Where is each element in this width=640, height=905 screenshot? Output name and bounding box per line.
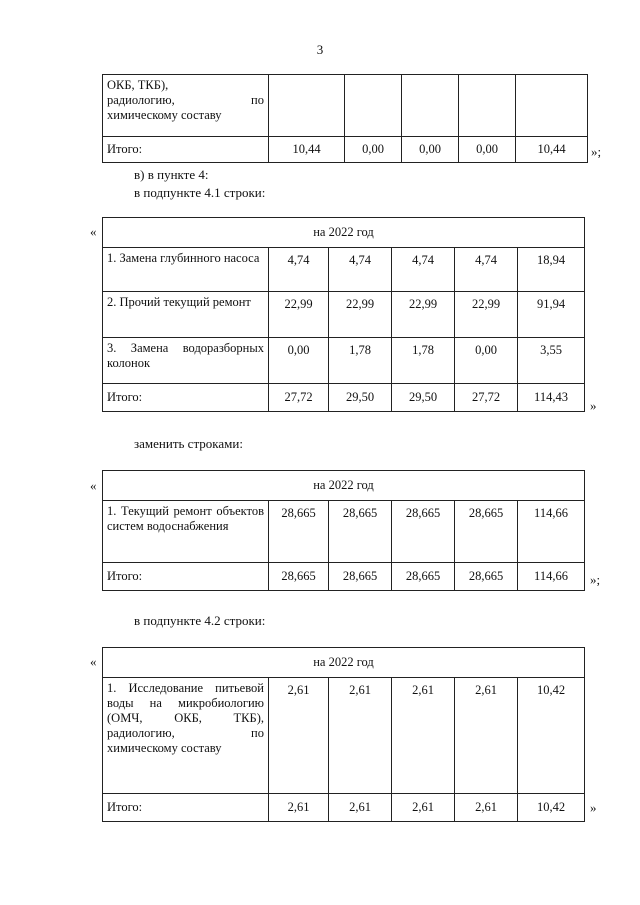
paragraph: в подпункте 4.1 строки: [134, 185, 266, 200]
empty-cell [516, 75, 588, 137]
row-value: 22,99 [392, 292, 455, 338]
table-4-2-old [102, 647, 585, 822]
total-label: Итого: [103, 563, 269, 591]
desc-line [107, 78, 264, 93]
table-4-1-old [102, 217, 585, 412]
row-value: 1,78 [329, 338, 392, 384]
total-value: 114,66 [518, 563, 585, 591]
total-value: 2,61 [269, 794, 329, 822]
desc-line: радиологию, по [107, 93, 264, 107]
row-desc: 2. Прочий текущий ремонт [103, 292, 269, 338]
total-value: 27,72 [455, 384, 518, 412]
row-value: 0,00 [269, 338, 329, 384]
open-quote: « [90, 654, 97, 669]
row-value: 28,665 [392, 501, 455, 563]
row-value: 28,665 [455, 501, 518, 563]
row-desc: 3. Замена водоразборных колонок [103, 338, 269, 384]
table-header: на 2022 год [103, 218, 585, 248]
paragraph: в подпункте 4.2 строки: [134, 613, 266, 628]
row-value: 2,61 [329, 678, 392, 794]
table-header: на 2022 год [103, 648, 585, 678]
total-value: 2,61 [455, 794, 518, 822]
table-header: на 2022 год [103, 471, 585, 501]
row-value: 4,74 [392, 248, 455, 292]
total-value: 28,665 [455, 563, 518, 591]
total-value: 10,42 [518, 794, 585, 822]
row-desc: 1. Замена глубинного насоса [103, 248, 269, 292]
row-value: 2,61 [269, 678, 329, 794]
row-desc: 1. Исследование питьевой воды на микробиологию (ОМЧ, ОКБ, ТКБ), радиологию, по химическому составу [103, 678, 269, 794]
total-value: 10,44 [269, 137, 345, 163]
total-value: 2,61 [329, 794, 392, 822]
total-value: 28,665 [269, 563, 329, 591]
paragraph: заменить строками: [134, 436, 243, 451]
row-value: 0,00 [455, 338, 518, 384]
total-value: 2,61 [392, 794, 455, 822]
row-value: 2,61 [392, 678, 455, 794]
close-quote: » [590, 398, 597, 413]
empty-cell [345, 75, 402, 137]
total-value: 0,00 [402, 137, 459, 163]
row-value: 10,42 [518, 678, 585, 794]
row-value: 4,74 [269, 248, 329, 292]
desc-line-text: ОКБ, ТКБ), [107, 78, 169, 92]
row-value: 22,99 [269, 292, 329, 338]
total-value: 29,50 [329, 384, 392, 412]
total-value: 27,72 [269, 384, 329, 412]
row-value: 28,665 [269, 501, 329, 563]
row-value: 2,61 [455, 678, 518, 794]
total-value: 10,44 [516, 137, 588, 163]
close-quote: » [590, 800, 597, 815]
desc-line: химическому составу [107, 108, 222, 122]
open-quote: « [90, 224, 97, 239]
row-value: 4,74 [329, 248, 392, 292]
total-value: 0,00 [345, 137, 402, 163]
total-label: Итого: [103, 137, 269, 163]
total-value: 28,665 [329, 563, 392, 591]
row-value: 22,99 [455, 292, 518, 338]
empty-cell [269, 75, 345, 137]
total-label: Итого: [103, 794, 269, 822]
close-quote: »; [591, 144, 602, 159]
total-label: Итого: [103, 384, 269, 412]
row-value: 3,55 [518, 338, 585, 384]
open-quote: « [90, 478, 97, 493]
row-value: 28,665 [329, 501, 392, 563]
top-table-desc-cell [103, 75, 269, 137]
total-value: 0,00 [459, 137, 516, 163]
total-value: 28,665 [392, 563, 455, 591]
total-value: 29,50 [392, 384, 455, 412]
row-value: 4,74 [455, 248, 518, 292]
row-value: 22,99 [329, 292, 392, 338]
row-desc: 1. Текущий ремонт объектов систем водоснабжения [103, 501, 269, 563]
row-value: 114,66 [518, 501, 585, 563]
page-number: 3 [316, 42, 324, 57]
close-quote: »; [590, 572, 601, 587]
empty-cell [459, 75, 516, 137]
paragraph: в) в пункте 4: [134, 167, 209, 182]
top-table [102, 74, 588, 163]
total-value: 114,43 [518, 384, 585, 412]
row-value: 1,78 [392, 338, 455, 384]
empty-cell [402, 75, 459, 137]
table-4-1-new [102, 470, 585, 591]
row-value: 91,94 [518, 292, 585, 338]
row-value: 18,94 [518, 248, 585, 292]
